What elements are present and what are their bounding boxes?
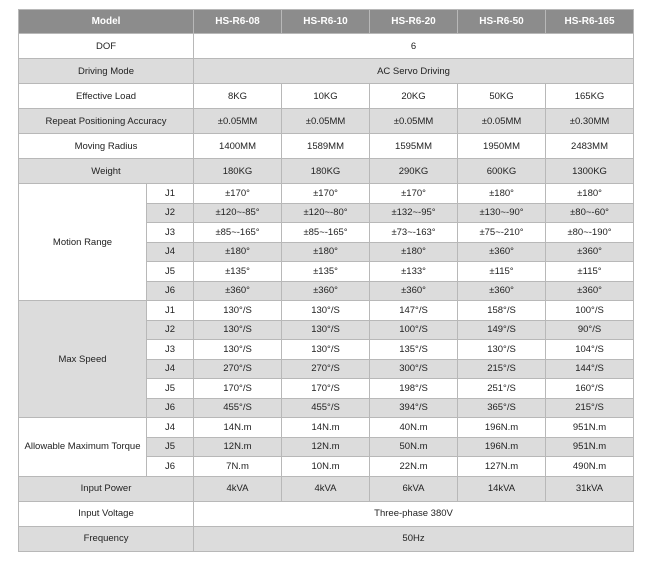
- cell: 4kVA: [194, 476, 282, 501]
- model-name: HS-R6-08: [194, 10, 282, 34]
- cell: ±0.30MM: [546, 109, 634, 134]
- cell: 130°/S: [194, 301, 282, 321]
- cell: 7N.m: [194, 457, 282, 477]
- cell: 215°/S: [458, 359, 546, 379]
- joint-label: J3: [147, 340, 194, 360]
- cell: 10N.m: [282, 457, 370, 477]
- cell: 455°/S: [194, 398, 282, 418]
- cell: 165KG: [546, 84, 634, 109]
- cell: 10KG: [282, 84, 370, 109]
- row-value: 6: [194, 34, 634, 59]
- model-header: Model: [19, 10, 194, 34]
- cell: 40N.m: [370, 418, 458, 438]
- joint-label: J5: [147, 379, 194, 399]
- joint-label: J6: [147, 457, 194, 477]
- cell: 251°/S: [458, 379, 546, 399]
- cell: 14N.m: [194, 418, 282, 438]
- cell: 100°/S: [546, 301, 634, 321]
- cell: 170°/S: [282, 379, 370, 399]
- motion-range-row: [19, 184, 634, 204]
- row-label: Input Power: [19, 476, 194, 501]
- cell: 147°/S: [370, 301, 458, 321]
- cell: ±75~-210°: [458, 223, 546, 243]
- cell: 8KG: [194, 84, 282, 109]
- model-name: HS-R6-10: [282, 10, 370, 34]
- spec-table-container: [18, 9, 634, 552]
- cell: 50KG: [458, 84, 546, 109]
- cell: 1400MM: [194, 134, 282, 159]
- cell: ±120~-85°: [194, 203, 282, 223]
- effective-load-row: [19, 84, 634, 109]
- cell: ±115°: [546, 262, 634, 282]
- cell: ±135°: [194, 262, 282, 282]
- cell: ±180°: [194, 242, 282, 262]
- cell: 394°/S: [370, 398, 458, 418]
- cell: 100°/S: [370, 320, 458, 340]
- group-label: Allowable Maximum Torque: [19, 418, 147, 477]
- row-label: Driving Mode: [19, 59, 194, 84]
- driving-mode-row: [19, 59, 634, 84]
- cell: ±135°: [282, 262, 370, 282]
- cell: ±132~-95°: [370, 203, 458, 223]
- cell: ±180°: [458, 184, 546, 204]
- cell: ±360°: [370, 281, 458, 301]
- row-label: Repeat Positioning Accuracy: [19, 109, 194, 134]
- joint-label: J2: [147, 320, 194, 340]
- cell: 270°/S: [282, 359, 370, 379]
- cell: ±170°: [194, 184, 282, 204]
- cell: 1950MM: [458, 134, 546, 159]
- row-label: DOF: [19, 34, 194, 59]
- cell: ±85~-165°: [282, 223, 370, 243]
- joint-label: J5: [147, 262, 194, 282]
- cell: ±170°: [282, 184, 370, 204]
- cell: 196N.m: [458, 437, 546, 457]
- max-speed-row: [19, 301, 634, 321]
- cell: ±133°: [370, 262, 458, 282]
- cell: 4kVA: [282, 476, 370, 501]
- row-label: Moving Radius: [19, 134, 194, 159]
- cell: 130°/S: [458, 340, 546, 360]
- cell: 170°/S: [194, 379, 282, 399]
- cell: 215°/S: [546, 398, 634, 418]
- dof-row: [19, 34, 634, 59]
- cell: 6kVA: [370, 476, 458, 501]
- weight-row: [19, 159, 634, 184]
- joint-label: J4: [147, 242, 194, 262]
- cell: 455°/S: [282, 398, 370, 418]
- cell: ±360°: [194, 281, 282, 301]
- cell: ±0.05MM: [194, 109, 282, 134]
- cell: 290KG: [370, 159, 458, 184]
- joint-label: J6: [147, 281, 194, 301]
- cell: 14kVA: [458, 476, 546, 501]
- cell: ±120~-80°: [282, 203, 370, 223]
- cell: 12N.m: [194, 437, 282, 457]
- joint-label: J4: [147, 418, 194, 438]
- cell: 270°/S: [194, 359, 282, 379]
- cell: ±0.05MM: [370, 109, 458, 134]
- spec-table: [18, 9, 634, 552]
- group-label: Motion Range: [19, 184, 147, 301]
- cell: 130°/S: [282, 320, 370, 340]
- cell: 144°/S: [546, 359, 634, 379]
- cell: 951N.m: [546, 418, 634, 438]
- cell: ±360°: [546, 242, 634, 262]
- cell: 31kVA: [546, 476, 634, 501]
- row-label: Input Voltage: [19, 501, 194, 526]
- row-label: Effective Load: [19, 84, 194, 109]
- cell: 104°/S: [546, 340, 634, 360]
- joint-label: J5: [147, 437, 194, 457]
- cell: ±115°: [458, 262, 546, 282]
- cell: 130°/S: [194, 340, 282, 360]
- cell: ±170°: [370, 184, 458, 204]
- joint-label: J4: [147, 359, 194, 379]
- cell: 1300KG: [546, 159, 634, 184]
- row-value: AC Servo Driving: [194, 59, 634, 84]
- cell: 149°/S: [458, 320, 546, 340]
- cell: ±0.05MM: [458, 109, 546, 134]
- cell: ±80~-60°: [546, 203, 634, 223]
- cell: ±360°: [546, 281, 634, 301]
- torque-row: [19, 418, 634, 438]
- joint-label: J2: [147, 203, 194, 223]
- cell: 14N.m: [282, 418, 370, 438]
- cell: 50N.m: [370, 437, 458, 457]
- cell: 365°/S: [458, 398, 546, 418]
- row-value: 50Hz: [194, 526, 634, 551]
- joint-label: J6: [147, 398, 194, 418]
- cell: 12N.m: [282, 437, 370, 457]
- input-voltage-row: [19, 501, 634, 526]
- cell: ±360°: [458, 242, 546, 262]
- cell: 127N.m: [458, 457, 546, 477]
- model-name: HS-R6-20: [370, 10, 458, 34]
- header-row: [19, 10, 634, 34]
- joint-label: J1: [147, 184, 194, 204]
- cell: ±85~-165°: [194, 223, 282, 243]
- cell: 951N.m: [546, 437, 634, 457]
- joint-label: J3: [147, 223, 194, 243]
- cell: ±80~-190°: [546, 223, 634, 243]
- cell: 160°/S: [546, 379, 634, 399]
- cell: 198°/S: [370, 379, 458, 399]
- frequency-row: [19, 526, 634, 551]
- cell: ±180°: [546, 184, 634, 204]
- row-value: Three-phase 380V: [194, 501, 634, 526]
- cell: ±360°: [458, 281, 546, 301]
- cell: 130°/S: [282, 340, 370, 360]
- cell: ±180°: [370, 242, 458, 262]
- row-label: Frequency: [19, 526, 194, 551]
- accuracy-row: [19, 109, 634, 134]
- cell: 20KG: [370, 84, 458, 109]
- cell: 600KG: [458, 159, 546, 184]
- cell: 180KG: [194, 159, 282, 184]
- cell: ±130~-90°: [458, 203, 546, 223]
- model-name: HS-R6-165: [546, 10, 634, 34]
- model-name: HS-R6-50: [458, 10, 546, 34]
- cell: 2483MM: [546, 134, 634, 159]
- cell: 158°/S: [458, 301, 546, 321]
- moving-radius-row: [19, 134, 634, 159]
- cell: 130°/S: [194, 320, 282, 340]
- cell: 1595MM: [370, 134, 458, 159]
- cell: ±73~-163°: [370, 223, 458, 243]
- cell: 135°/S: [370, 340, 458, 360]
- cell: 300°/S: [370, 359, 458, 379]
- row-label: Weight: [19, 159, 194, 184]
- cell: ±180°: [282, 242, 370, 262]
- input-power-row: [19, 476, 634, 501]
- joint-label: J1: [147, 301, 194, 321]
- cell: ±360°: [282, 281, 370, 301]
- cell: 90°/S: [546, 320, 634, 340]
- cell: ±0.05MM: [282, 109, 370, 134]
- cell: 22N.m: [370, 457, 458, 477]
- cell: 130°/S: [282, 301, 370, 321]
- cell: 490N.m: [546, 457, 634, 477]
- group-label: Max Speed: [19, 301, 147, 418]
- cell: 1589MM: [282, 134, 370, 159]
- cell: 180KG: [282, 159, 370, 184]
- cell: 196N.m: [458, 418, 546, 438]
